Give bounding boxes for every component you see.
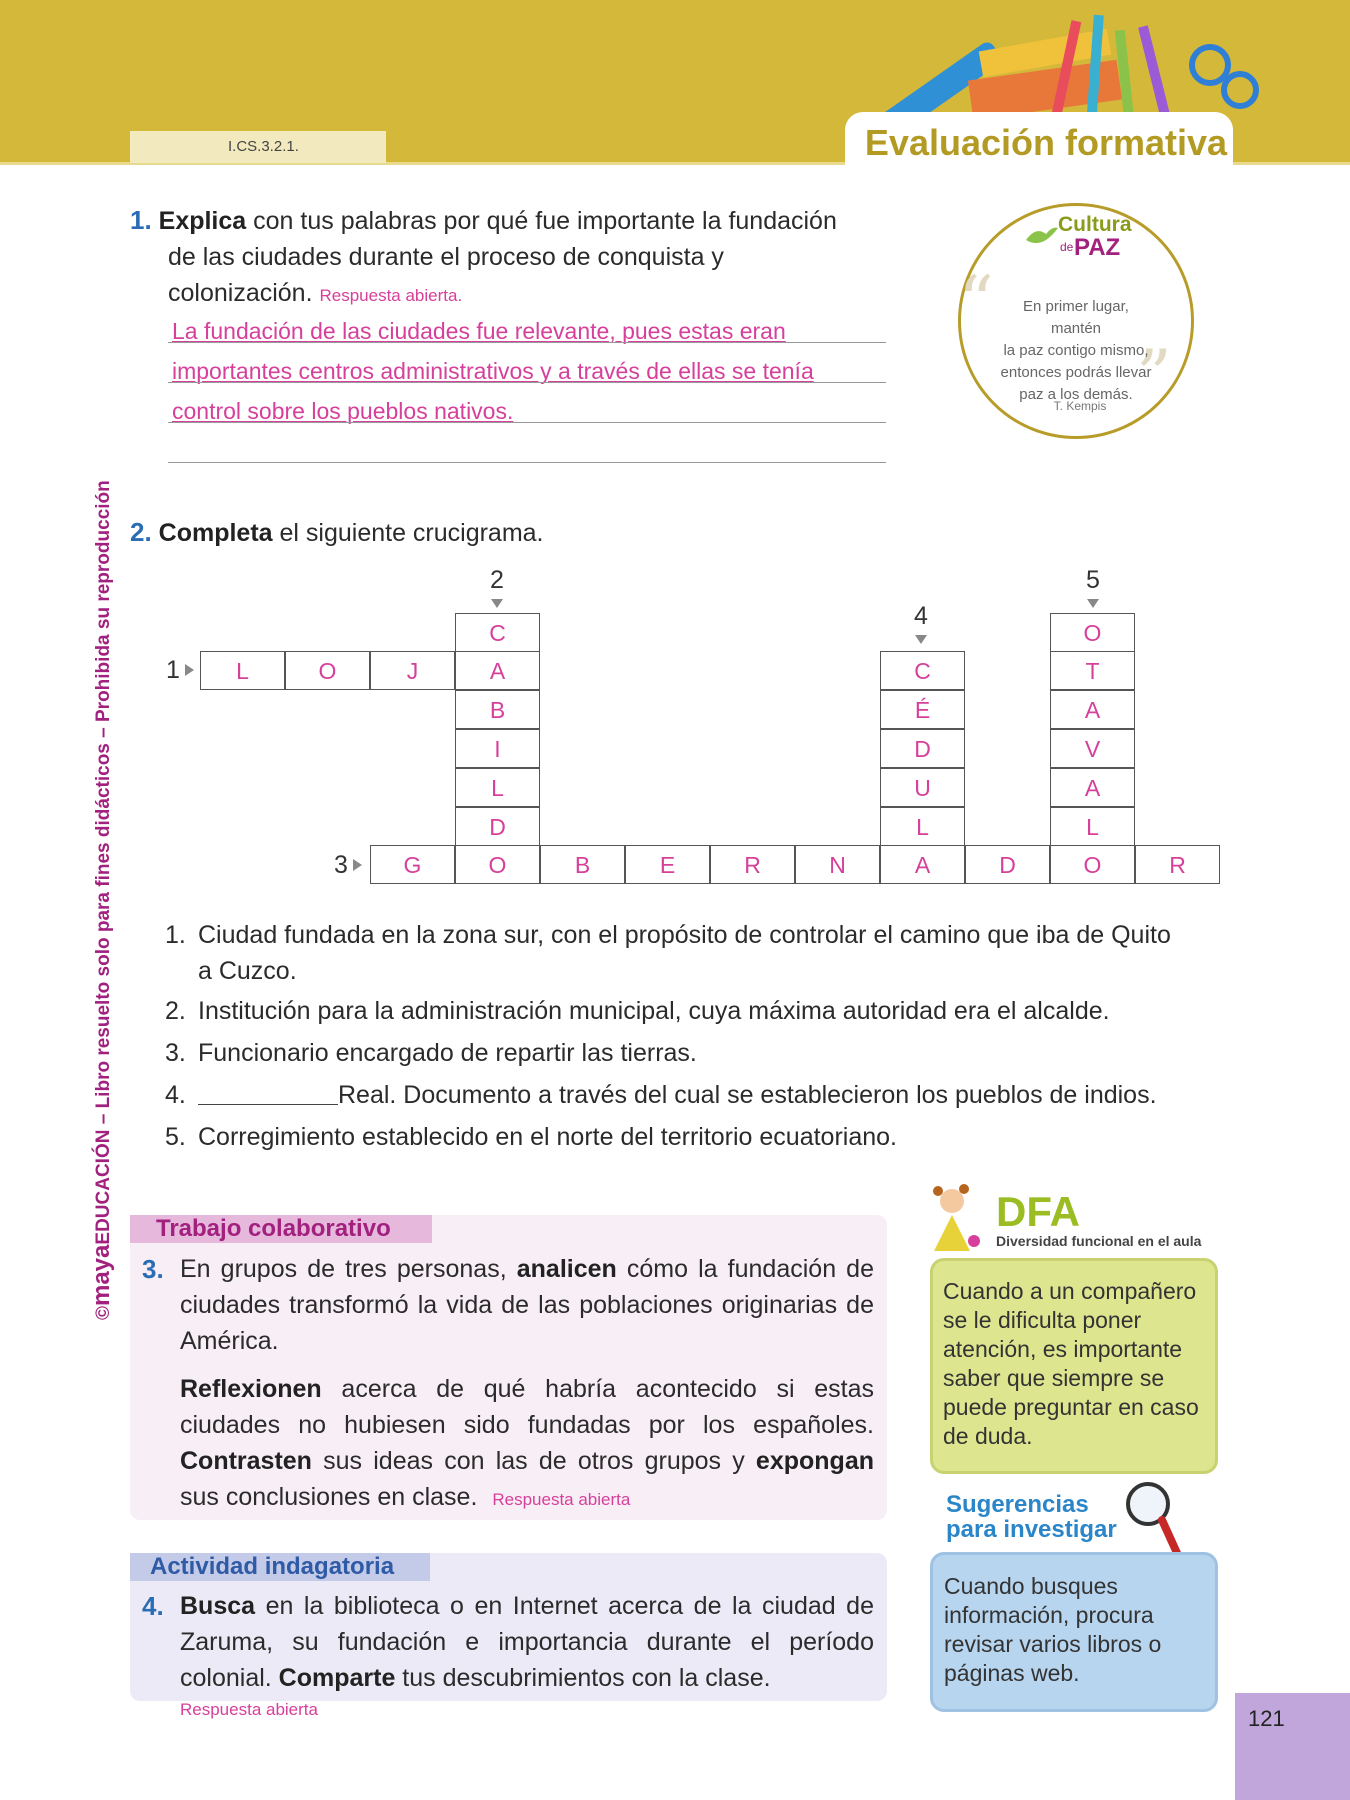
clue-text-cont: a Cuzco.	[198, 957, 297, 985]
clue-number: 1.	[165, 921, 186, 949]
q3-number: 3.	[142, 1254, 164, 1284]
clue-text: Ciudad fundada en la zona sur, con el propósito de controlar el camino que iba de Quito	[198, 921, 1171, 949]
clue-text: Funcionario encargado de repartir las tierras.	[198, 1039, 697, 1067]
close-quote-icon: ”	[1136, 335, 1172, 417]
q3-text: sus conclusiones en clase.	[180, 1483, 478, 1511]
crossword-label-2: 2	[490, 566, 504, 594]
clue-text: Corregimiento establecido en el norte del territorio ecuatoriano.	[198, 1123, 897, 1151]
q2-number: 2.	[130, 517, 152, 547]
crossword-cell[interactable]: J	[370, 651, 455, 690]
crossword-label-3: 3	[334, 851, 348, 879]
page-title: Evaluación formativa	[864, 122, 1228, 163]
q3-hint: Respuesta abierta	[492, 1490, 631, 1509]
crossword-cell[interactable]: G	[370, 845, 455, 884]
crossword-cell[interactable]: E	[625, 845, 710, 884]
clue-4	[165, 1077, 1235, 1113]
crossword-cell[interactable]: O	[455, 845, 540, 884]
q4-hint: Respuesta abierta	[180, 1700, 318, 1719]
quote-author: T. Kempis	[1053, 399, 1107, 413]
culture-title-de: de	[1060, 240, 1074, 254]
clue-1	[165, 917, 1235, 953]
crossword-cell[interactable]: C	[880, 651, 965, 690]
clue-number: 3.	[165, 1039, 186, 1067]
crossword-cell[interactable]: R	[1135, 845, 1220, 884]
question-3	[142, 1251, 874, 1518]
q2-verb: Completa	[158, 519, 273, 547]
answer-line-3: control sobre los pueblos nativos.	[172, 398, 514, 424]
q3-verb: Contrasten	[180, 1447, 312, 1475]
q3-verb: Reflexionen	[180, 1375, 322, 1403]
q4-text: en la biblioteca o en Internet acerca de la ciudad de Zaruma, su fundación e importancia durante el período colonial.	[180, 1592, 874, 1692]
crossword-cell[interactable]: L	[200, 651, 285, 690]
answer-line-2: importantes centros administrativos y a través de ellas se tenía	[172, 358, 814, 384]
q4-text: tus descubrimientos con la clase.	[395, 1664, 771, 1692]
collab-tag: Trabajo colaborativo	[130, 1215, 432, 1243]
crossword-cell[interactable]: R	[710, 845, 795, 884]
clue-2	[165, 993, 1235, 1029]
clue-5	[165, 1119, 1235, 1155]
q3-paragraph-1	[180, 1251, 874, 1359]
crossword-cell[interactable]: L	[880, 807, 965, 846]
crossword-cell[interactable]: D	[455, 807, 540, 846]
answer-line-1: La fundación de las ciudades fue relevante, pues estas eran	[172, 318, 786, 344]
q4-paragraph	[180, 1588, 874, 1696]
dfa-text: Cuando a un compañero se le dificulta poner atención, es importante saber que siempre se puede preguntar en caso de duda.	[943, 1278, 1199, 1449]
suggestions-title-2: para investigar	[946, 1516, 1117, 1543]
q3-paragraph-2	[142, 1371, 874, 1518]
question-4	[142, 1588, 874, 1696]
brand-logo: maya	[88, 1244, 115, 1306]
crossword-cell[interactable]: O	[1050, 845, 1135, 884]
clue-number: 5.	[165, 1123, 186, 1151]
suggestions-title	[946, 1492, 1117, 1542]
q2-text: el siguiente crucigrama.	[272, 519, 544, 547]
crossword-cell[interactable]: L	[455, 768, 540, 807]
q1-line1: con tus palabras por qué fue importante la fundación	[246, 207, 837, 235]
crossword-label-5: 5	[1086, 566, 1100, 594]
crossword-cell[interactable]: A	[1050, 768, 1135, 807]
copyright-symbol: ©	[93, 1306, 114, 1320]
crossword-label-4: 4	[914, 602, 928, 630]
quote-line-4: paz a los demás.	[1019, 386, 1133, 403]
clue-text: Real. Documento a través del cual se establecieron los pueblos de indios.	[338, 1081, 1157, 1109]
open-quote-icon: “	[958, 261, 994, 343]
q1-hint: Respuesta abierta.	[319, 286, 463, 305]
clue-text: Institución para la administración municipal, cuya máxima autoridad era el alcalde.	[198, 997, 1110, 1025]
clue-blank	[198, 1077, 338, 1105]
clue-number: 2.	[165, 997, 186, 1025]
q3-text: En grupos de tres personas,	[180, 1255, 517, 1283]
clue-number: 4.	[165, 1081, 186, 1109]
crossword-cell[interactable]: O	[285, 651, 370, 690]
crossword-cell[interactable]: C	[455, 613, 540, 652]
q4-number: 4.	[142, 1591, 164, 1621]
quote-line-1: En primer lugar, mantén	[1023, 298, 1129, 337]
crossword-cell[interactable]: V	[1050, 729, 1135, 768]
q3-text: acerca de qué habría acontecido si estas ciudades no hubiesen sido fundadas por los españoles.	[180, 1375, 874, 1439]
crossword-cell[interactable]: O	[1050, 613, 1135, 652]
arrow-right-icon	[185, 664, 194, 676]
crossword-cell[interactable]: A	[455, 651, 540, 690]
clue-3	[165, 1035, 1235, 1071]
arrow-right-icon	[353, 859, 362, 871]
magnifier-icon	[1122, 1478, 1182, 1563]
q3-text: cómo la fundación de ciudades transformó la vida de las poblaciones originarias de América.	[180, 1255, 874, 1355]
dfa-subtitle: Diversidad funcional en el aula	[996, 1233, 1202, 1249]
arrow-down-icon	[491, 599, 503, 608]
q3-text: sus ideas con las de otros grupos y	[311, 1447, 756, 1475]
quote-line-3: entonces podrás llevar	[1000, 364, 1152, 381]
crossword-clues	[165, 917, 1235, 1155]
copyright-text: EDUCACIÓN – Libro resuelto solo para fines didácticos – Prohibida su reproducción	[93, 480, 114, 1245]
page-number: 121	[1248, 1706, 1285, 1731]
crossword-cell[interactable]: T	[1050, 651, 1135, 690]
crossword-label-1: 1	[166, 656, 180, 684]
arrow-down-icon	[915, 635, 927, 644]
crossword-cell[interactable]: É	[880, 690, 965, 729]
crossword-cell[interactable]: B	[540, 845, 625, 884]
q1-line3: colonización.	[168, 279, 313, 307]
crossword-cell[interactable]: U	[880, 768, 965, 807]
suggestions-text: Cuando busques información, procura revisar varios libros o páginas web.	[944, 1573, 1162, 1686]
crossword-cell[interactable]: D	[880, 729, 965, 768]
crossword-cell[interactable]: L	[1050, 807, 1135, 846]
suggestions-title-1: Sugerencias	[946, 1491, 1089, 1518]
indag-tag: Actividad indagatoria	[130, 1553, 430, 1581]
q4-verb: Busca	[180, 1592, 256, 1620]
q3-verb: expongan	[755, 1447, 874, 1475]
dfa-title: DFA	[996, 1188, 1080, 1235]
crossword-cell[interactable]: D	[965, 845, 1050, 884]
skill-code: I.CS.3.2.1.	[130, 131, 386, 163]
crossword-cell[interactable]: A	[880, 845, 965, 884]
culture-title-2: PAZ	[1074, 234, 1121, 261]
q1-line2: de las ciudades durante el proceso de conquista y	[168, 243, 724, 271]
q1-verb: Explica	[158, 207, 247, 235]
crossword-cell[interactable]: I	[455, 729, 540, 768]
crossword-cell[interactable]: N	[795, 845, 880, 884]
quote-line-2: la paz contigo mismo,	[1003, 342, 1149, 359]
q1-number: 1.	[130, 205, 152, 235]
arrow-down-icon	[1087, 599, 1099, 608]
q4-verb: Comparte	[278, 1664, 396, 1692]
q3-verb: analicen	[516, 1255, 617, 1283]
crossword-cell[interactable]: A	[1050, 690, 1135, 729]
girl-illustration	[922, 1183, 988, 1258]
culture-title-1: Cultura	[1058, 213, 1132, 236]
crossword-cell[interactable]: B	[455, 690, 540, 729]
